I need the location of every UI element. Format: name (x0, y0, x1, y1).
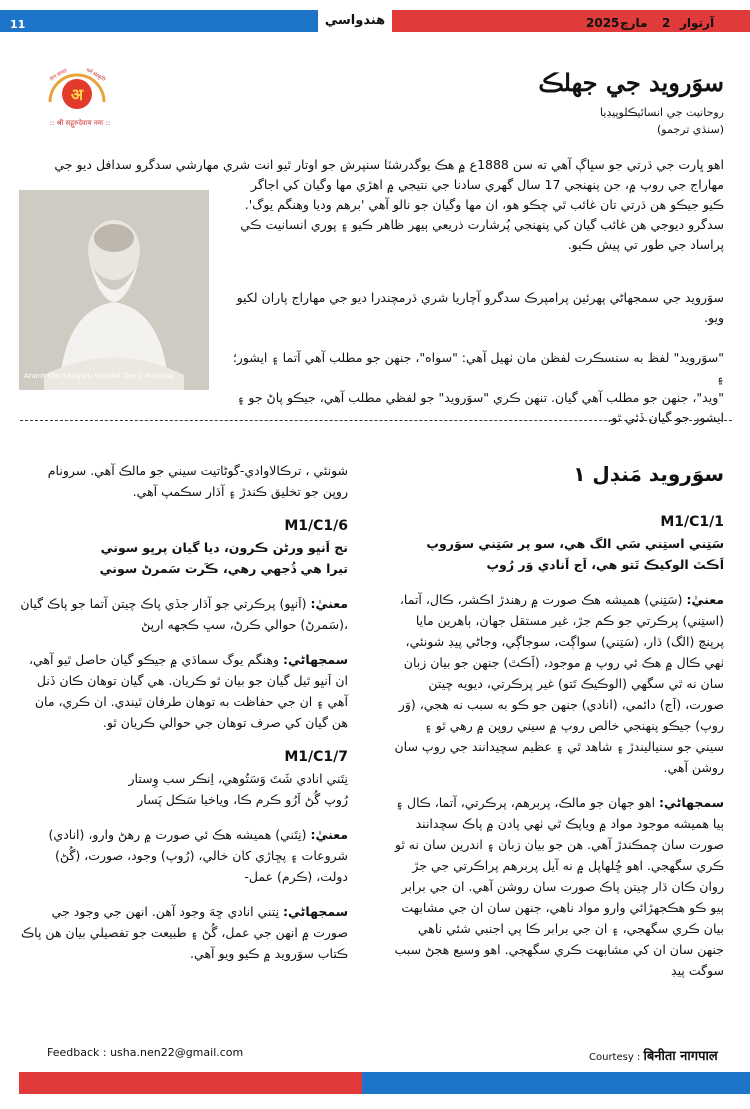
explanation-block (20, 649, 348, 733)
portrait-image (19, 190, 209, 390)
verse-line: اَڪٿ الوکيڪ تَتو هي، اَج اَنادي وَر رُوپ (486, 557, 724, 572)
section-divider (20, 420, 732, 421)
meaning-label: معنيٰ: (686, 592, 724, 607)
footer-red-band (19, 1072, 362, 1094)
portrait-caption: Anant Shri Sadguru Sadafal Deo Ji Maharaj (24, 372, 174, 380)
logo-arc-text-right: धर्म संस्कृति (84, 67, 107, 83)
meaning-block (20, 824, 348, 887)
om-logo-icon (42, 62, 112, 122)
intro-line: سدگرو ديوجي هن غائب گيان کي پنهنجي پُرشارت ذريعي ٻيهر ظاهر ڪيو ۽ پوري انسانيت ڪي (240, 217, 724, 232)
intro-line: "سوَرويد" لفظ به سنسڪرت لفظن مان ٺهيل آهي: "سواه"، جنهن جو مطلب آهي آتما ۽ ايشور؛ ۽ (232, 350, 724, 385)
courtesy-label: Courtesy : (589, 1052, 641, 1063)
verse-code: M1/C1/1 (660, 514, 724, 530)
subtitle-line-1: روحانيت جي انسائيڪلوپيڊيا (599, 106, 724, 119)
verse-line: نج اَنڀو ورڻن ڪرون، ديا گيان پرڀو سوني (100, 540, 348, 555)
footer-blue-band (362, 1072, 750, 1094)
intro-paragraph-2 (224, 288, 724, 328)
meaning-text: (نِتَني) هميشه هڪ ئي صورت ۾ رهڻ وارو، (انادي) شروعات ۽ پڇاڙي کان خالي، (رُوپ) وجود، صورت، (گُڻ) دولت، (ڪرم) عمل- (48, 827, 348, 884)
intro-line: مهاراج جي روپ ۾، جن پنهنجي 17 سال گهري سادنا جي نتيجي ۾ اهڙي مها وگيان کي اجاگر (250, 177, 724, 192)
logo-arc-text-left: ज्ञान संपदा (48, 67, 69, 83)
meaning-label: معنيٰ: (310, 596, 348, 611)
continued-text: شونئي ، ترڪالاوادي-گوڻاتيت سيني جو مالڪ آهي. سرونام روپن جو تخليق ڪندڙ ۽ آڌار سڪمپ آهي. (47, 463, 348, 499)
meaning-block (20, 593, 348, 635)
page-number: 11 (10, 18, 26, 31)
article-title: سوَرويد جي جهلڪ (538, 68, 724, 97)
om-symbol: अ (70, 85, 84, 104)
explanation-block (394, 792, 724, 981)
footer-bar (0, 1072, 750, 1094)
header-weekday: آرتوار (680, 16, 715, 30)
magazine-name: هندواسي (318, 10, 392, 32)
explanation-text: اهو جهان جو مالڪ، پربرهم، پرڪرتي، آتما، ڪال ۽ ٻيا هميشه موجود مواد ۾ وياپڪ ٿي ٺهي پادن ۾ پاڪ سچدانند صورت سان چمڪندڙ آهي. هن جو بيان زبان ۽ اندرين سان نه ٿو ڪري سگهجي. اهو ڇُلهاپل ۾ نه آيل پربرهم پراڪرتي جي جڙ روان ڪان ڌار چيتن پاڪ صورت سان روشن آهي. ان جي برابر ٻيو ڪو هڪجهڙائي وارو مواد ناهي، جنهن سان ان جي مشابهت بيان ڪري سگهجي، ۽ ان جي برابر ڪا ٻي اجنبي شئي ناهي جنهن سان ان کي مشابهت ڪري سگهجي. اهو وسيع هجڻ سبب سوگت پيڊ (394, 795, 724, 978)
courtesy (589, 1046, 718, 1064)
meaning-text: (اَنڀو) پرڪرتي جو آڌار جڏي پاڪ چيتن آتما جو پاڪ گيان ،(سَمرڻ) حوالي ڪرڻ، سڀ ڪجهه ارپڻ (20, 596, 348, 632)
intro-paragraph-3 (224, 348, 724, 428)
verse-code: M1/C1/7 (284, 749, 348, 765)
intro-line: پراساد جي طور تي پيش ڪيو. (567, 237, 724, 252)
explanation-label: سمجهاڻي: (283, 904, 348, 919)
header-year: 2025 (586, 16, 620, 30)
intro-line: سوَرويد جي سمجهاڻي پهرئين پرامپرڪ سدگرو آچاريا شري ڌرمچندرا ديو جي مهاراج پاران لکيو (236, 290, 724, 305)
section-title: سوَرويد مَنڊل ١ (573, 462, 724, 486)
intro-line: "ويد"، جنهن جو مطلب آهي گيان. تنهن ڪري "سوَرويد" جو لفظي مطلب آهي، جيڪو پاڻ جو ۽ (237, 390, 724, 405)
verse-line: سَتِني استِني سَي الگ هي، سو پر سَتِني سوَروپ (426, 536, 724, 551)
intro-line: ڪيو جيڪو هن ڌرتي تان غائب ٿي چڪو هو، ان مها وگيان جو نالو آهي 'برهم وديا وهنگم يوگ'. (244, 197, 724, 212)
logo-caption: :: श्री सद्गुरुदेवाय नमः :: (49, 119, 111, 127)
explanation-text: وهنگم يوگ سماڌي ۾ جيڪو گيان حاصل ٿيو آهي، ان اَنڀو ٿيل گيان جو بيان ٿو ڪريان. هي گيان توهان ڪان ڏنل آهي ۽ ان جي حفاظت به توهان طرفان ٿيندي. ان ڪري، مان هن گيان کي صرف توهان جي حوالي ڪريان ٿو. (28, 652, 348, 730)
right-column (394, 512, 724, 981)
intro-line: اهو ڀارت جي ڌرتي جو سڀاڳ آهي ته سن 1888ع ۾ هڪ يوگدرشٽا سنپرش جو اوتار ٿيو انت شري مهارشي سدگرو سدافل ديو جي (54, 157, 724, 172)
header-month: مارچ (620, 16, 648, 30)
meaning-label: معنيٰ: (310, 827, 348, 842)
verse-line: رُوپ گُڻ اَرُو ڪرم ڪا، وياخيا سَڪل پَسار (137, 792, 348, 807)
header-day: 2 (662, 16, 671, 30)
intro-line: ايشور جو گيان ڏئي ٿو. (607, 410, 724, 425)
left-column (20, 460, 348, 964)
subtitle-line-2: (سنڌي ترجمو) (657, 123, 724, 136)
meaning-text: (سَتِني) هميشه هڪ صورت ۾ رهندڙ اڪشر، ڪال، آتما، (استِني) پرڪرتي جو ڪم جڙ، غير مستقل جهان، ٻاهرين مايا پرپنچ (الگ) ڌار، (سَتِني) سواڳت، سوجاڳي، وجاڻي پيڊ شونئي، ٺهي ڪال ۾ هڪ ئي روپ ۾ موجود، (اَڪٿ) جنهن جو بيان زبان سان نه ٿي سگهي (الوڪيڪ تَتو) غير پرڪرتي، ديويه چيتن صورت، (اَج) دائمي، (انادي) جنهن جو ڪو به سبب نه هجي، (وَر روپ) جيڪو پنهنجي خالص روپ ۾ سيني روپن ۾ رهي ٿو ۽ سيني جو سنياليندڙ ۽ شاهد ٿي ۽ عظيم سچيدانند جي روپ سان روشن آهي. (394, 592, 724, 775)
meaning-block (394, 589, 724, 778)
verse-line: تيرا هي ڌُجهي رهي، ڪَرت سَمرڻ سوني (99, 561, 348, 576)
explanation-block (20, 901, 348, 964)
portrait-figure-icon (19, 190, 209, 390)
intro-line: ويو. (704, 310, 724, 325)
header-blue-band (0, 10, 318, 32)
explanation-label: سمجهاڻي: (659, 795, 724, 810)
explanation-text: نِتني انادي ڇهَ وجود آهن. انهن جي وجود جي صورت ۾ انهن جي عمل، گُڻ ۽ طبيعت جو تفصيلي بيان هن پاڪ ڪتاب سوَرويد ۾ ڪيو ويو آهي. (21, 904, 348, 961)
courtesy-name: बिनीता नागपाल (643, 1049, 718, 1064)
article-subtitle (600, 104, 724, 138)
verse-code: M1/C1/6 (284, 518, 348, 534)
feedback-email: Feedback : usha.nen22@gmail.com (47, 1046, 244, 1059)
explanation-label: سمجهاڻي: (283, 652, 348, 667)
verse-line: نِتَني انادي شَتَ وَسَتُوهي، اِنڪر سب وِستار (128, 771, 348, 786)
